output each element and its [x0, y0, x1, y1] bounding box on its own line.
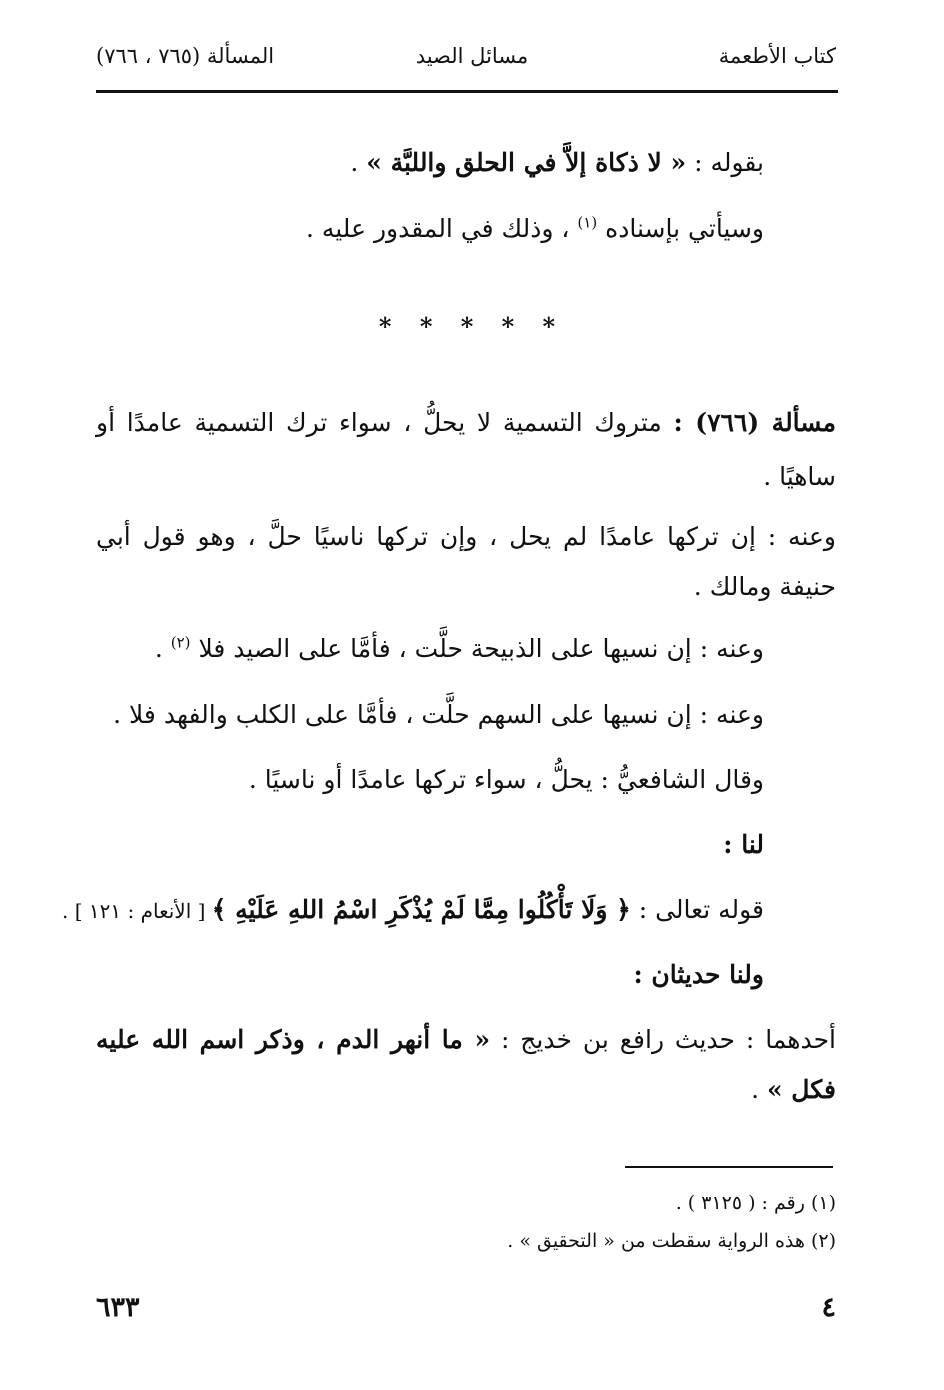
- header-divider: [96, 90, 838, 93]
- paragraph-2-line-2: حنيفة ومالك .: [693, 572, 836, 601]
- line1-prefix: بقوله :: [686, 148, 764, 177]
- footnote-divider: [625, 1166, 833, 1168]
- hadith-quote: « لا ذكاة إلاَّ في الحلق واللبَّة »: [366, 148, 687, 177]
- text-line-2: [306, 214, 764, 244]
- footnote-ref-1[interactable]: (١): [577, 213, 598, 232]
- line2-text: وسيأتي بإسناده: [605, 214, 764, 243]
- footnote-ref-2[interactable]: (٢): [170, 633, 191, 652]
- paragraph-9-line-1: [96, 1025, 836, 1055]
- paragraph-8: ولنا حديثان :: [633, 960, 764, 989]
- paragraph-7: [62, 895, 764, 925]
- p9-line2-bold: فكل »: [766, 1075, 836, 1104]
- issue-label: مسألة (٧٦٦) :: [673, 408, 836, 437]
- paragraph-5: وقال الشافعيُّ : يحلُّ ، سواء تركها عامدًا أو ناسيًا .: [248, 765, 764, 794]
- quran-verse: ﴿ وَلَا تَأْكُلُوا مِمَّا لَمْ يُذْكَرِ اسْمُ اللهِ عَلَيْهِ ﴾: [211, 895, 631, 924]
- p7-prefix: قوله تعالى :: [630, 895, 764, 924]
- page-number: ٦٣٣: [96, 1292, 140, 1323]
- paragraph-2-line-1: وعنه : إن تركها عامدًا لم يحل ، وإن تركها ناسيًا حلَّ ، وهو قول أبي: [96, 522, 836, 551]
- footnote-1: (١) رقم : ( ٣١٢٥ ) .: [675, 1192, 836, 1214]
- quran-reference: [ الأنعام : ١٢١ ] .: [62, 899, 212, 923]
- paragraph-9-line-2: [751, 1075, 836, 1105]
- p3-text: وعنه : إن نسيها على الذبيحة حلَّت ، فأمَّا على الصيد فلا: [198, 634, 764, 663]
- hadith-rafi: « ما أنهر الدم ، وذكر اسم الله عليه: [96, 1025, 491, 1054]
- issue-line-2: ساهيًا .: [763, 462, 836, 491]
- header-issue-range: المسألة (٧٦٥ ، ٧٦٦): [96, 44, 275, 68]
- section-separator: * * * * *: [378, 312, 566, 341]
- paragraph-6: لنا :: [723, 830, 764, 859]
- p9-prefix: أحدهما : حديث رافع بن خديج :: [490, 1025, 836, 1054]
- text-line-1: [350, 148, 764, 178]
- line1-suffix: .: [350, 148, 367, 177]
- line2-rest: ، وذلك في المقدور عليه .: [305, 214, 578, 243]
- volume-number: ٤: [821, 1292, 836, 1323]
- p9-line2-end: .: [751, 1075, 767, 1104]
- header-book-title: كتاب الأطعمة: [718, 44, 836, 68]
- issue-line1-rest: متروك التسمية لا يحلُّ ، سواء ترك التسمية عامدًا أو: [96, 408, 674, 437]
- paragraph-3: [155, 634, 764, 664]
- issue-heading-line: [96, 408, 836, 438]
- paragraph-4: وعنه : إن نسيها على السهم حلَّت ، فأمَّا على الكلب والفهد فلا .: [113, 700, 764, 729]
- footnote-2: (٢) هذه الرواية سقطت من « التحقيق » .: [507, 1230, 836, 1252]
- header-chapter-title: مسائل الصيد: [415, 44, 529, 68]
- p3-end: .: [154, 634, 171, 663]
